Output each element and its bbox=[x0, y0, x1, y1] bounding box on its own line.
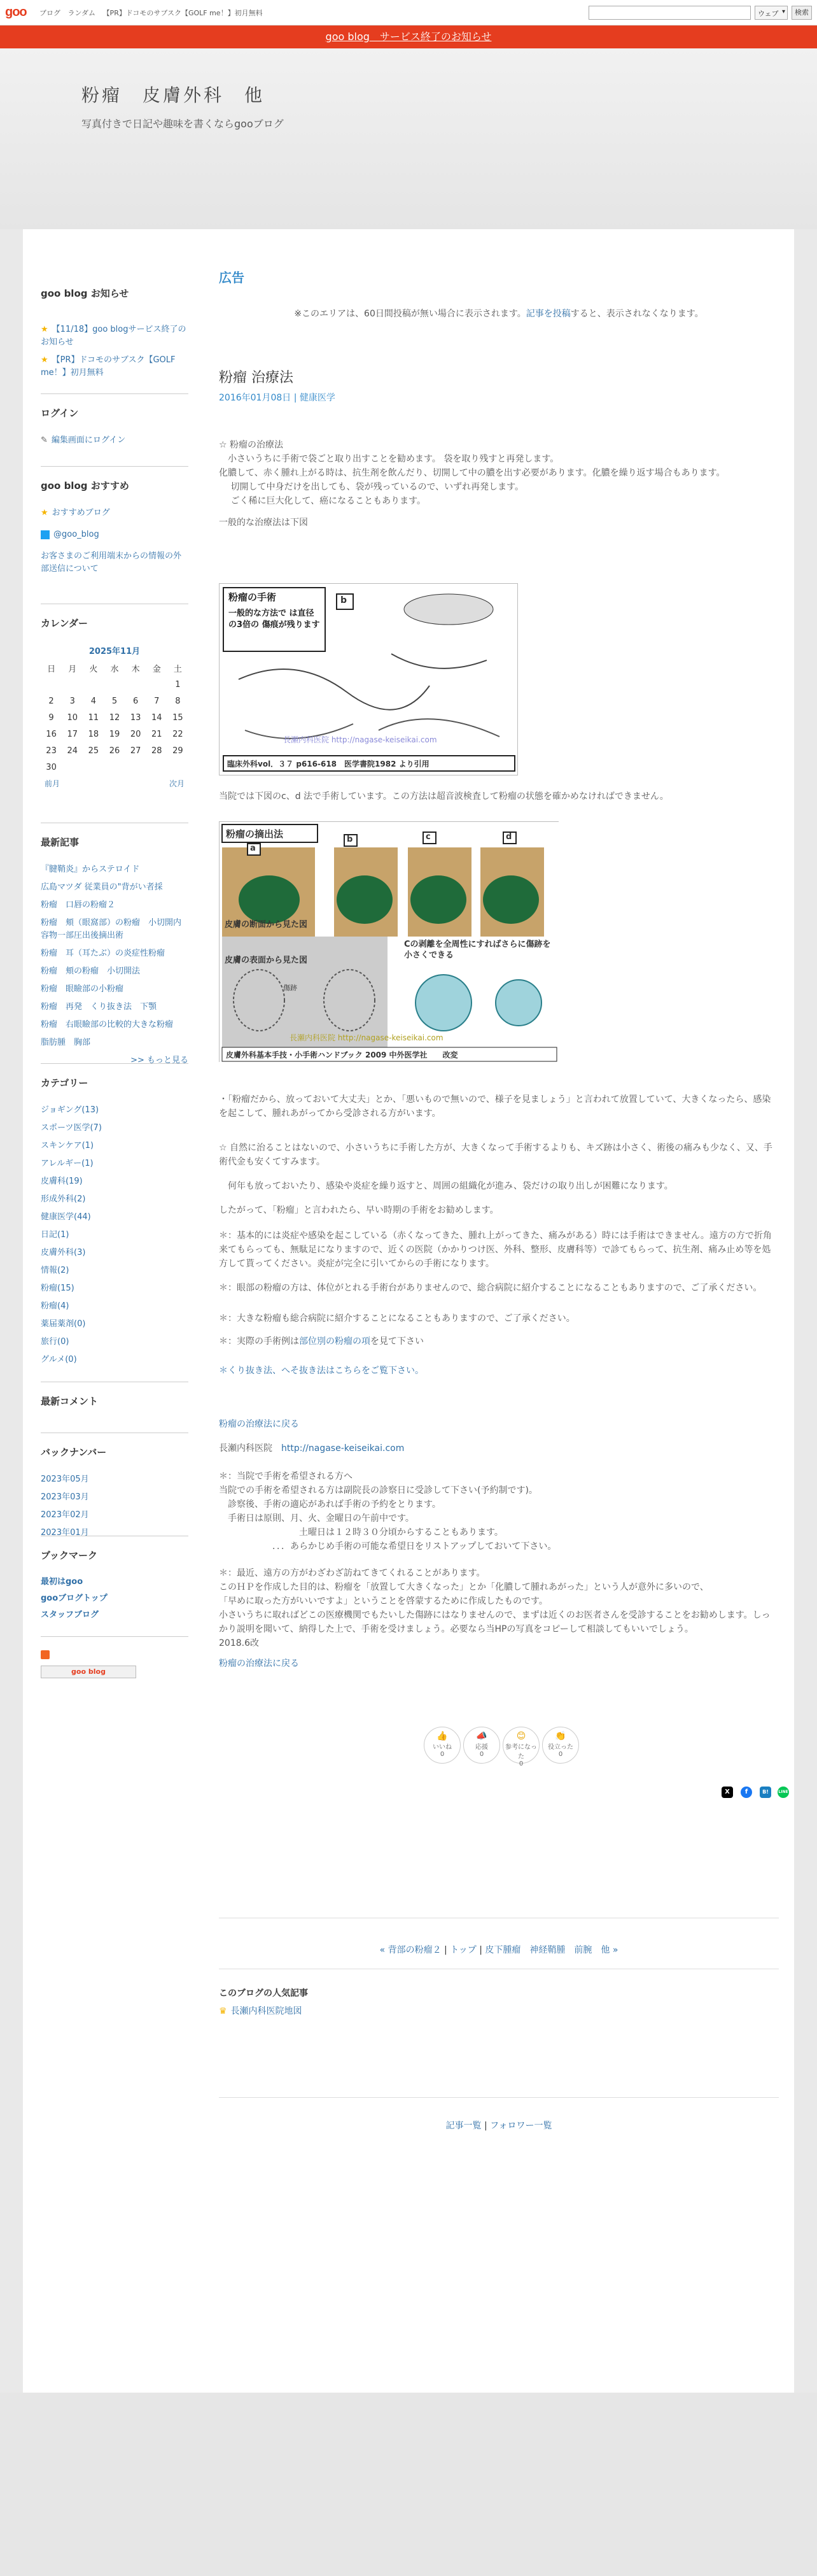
category-list bbox=[41, 1101, 188, 1369]
calendar-day: 1 bbox=[175, 679, 181, 690]
goo-blog-badge[interactable]: goo blog bbox=[41, 1666, 136, 1678]
figure2-watermark: 長瀬内科医院 http://nagase-keiseikai.com bbox=[290, 1033, 443, 1042]
popular-item bbox=[219, 2004, 302, 2017]
reaction-like[interactable]: 👍 いいね 0 bbox=[424, 1727, 461, 1764]
recent-list bbox=[41, 861, 188, 1070]
calendar-weekday: 月 bbox=[68, 664, 77, 674]
calendar-week-row bbox=[41, 709, 188, 726]
calendar-day: 13 bbox=[130, 712, 141, 723]
post-pager: « 背部の粉瘤２ | トップ | 皮下腫瘤 神経鞘腫 前腕 他 » bbox=[379, 1945, 618, 1955]
kuri-method-link[interactable]: ＊くり抜き法、へそ抜き法はこちらをご覧下さい。 bbox=[219, 1366, 424, 1376]
category-item[interactable]: グルメ(0) bbox=[41, 1355, 77, 1364]
search-input[interactable] bbox=[589, 6, 751, 20]
bookmark-heading: ブックマーク bbox=[41, 1550, 97, 1561]
calendar-weekday: 金 bbox=[152, 664, 161, 674]
category-item[interactable]: 皮膚科(19) bbox=[41, 1177, 83, 1186]
figure1-label-b: b bbox=[340, 595, 347, 605]
calendar-day bbox=[62, 759, 83, 775]
calendar-week-row bbox=[41, 742, 188, 759]
calendar-table bbox=[41, 660, 188, 775]
recent-item[interactable]: 粉瘤 頬（眼窩部）の粉瘤 小切開内容物一部圧出後摘出術 bbox=[41, 918, 182, 940]
backnumber-item[interactable]: 2023年05月 bbox=[41, 1475, 89, 1484]
category-item[interactable]: 健康医学(44) bbox=[41, 1212, 91, 1222]
calendar-day: 8 bbox=[175, 696, 181, 706]
backnumber-item[interactable]: 2023年02月 bbox=[41, 1510, 89, 1520]
calendar-day: 28 bbox=[151, 746, 162, 756]
back-link-2 bbox=[219, 1657, 779, 1671]
search-button[interactable]: 検索 bbox=[792, 6, 812, 20]
star-icon: ★ bbox=[41, 508, 48, 518]
popular-item-link[interactable]: 長瀬内科医院地図 bbox=[230, 2006, 302, 2016]
goo-logo[interactable]: goo bbox=[5, 5, 27, 19]
calendar-day bbox=[62, 676, 83, 693]
blog-title[interactable]: 粉瘤 皮膚外科 他 bbox=[81, 85, 265, 106]
figure2-source: 皮膚外科基本手技・小手術ハンドブック 2009 中外医学社 改変 bbox=[226, 1051, 458, 1059]
share-hatena-icon[interactable]: B! bbox=[760, 1787, 771, 1798]
post-para-nature: ☆ 自然に治ることはないので、小さいうちに手術した方が、大きくなって手術するよりも、キズ跡は小さく、術後の痛みも少なく、又、手術代金も安くてすみます。 bbox=[219, 1143, 772, 1167]
twitter-icon bbox=[41, 530, 50, 539]
bookmark-list bbox=[41, 1574, 188, 1624]
surgery-info: ＊：当院で手術を希望される方へ 当院での手術を希望される方は副院長の診察日に受診して下さい(予約制です)。 診察後、手術の適応があれば手術の予約をとります。 手術日は原則、月、火、金曜日の午前中です。 土曜日は１２時３０分頃からすることもあります。 ．．．あらかじめ手術の可能な希望日をリストアップしておいて下さい。 bbox=[219, 1471, 557, 1552]
blog-description: 写真付きで日記や趣味を書くならgooブログ bbox=[81, 118, 284, 130]
calendar-day: 12 bbox=[109, 712, 120, 723]
figure2-title: 粉瘤の摘出法 bbox=[226, 828, 284, 840]
calendar-weekday: 土 bbox=[173, 664, 182, 674]
calendar-day bbox=[146, 759, 167, 775]
figure2-side-label-1: 皮膚の断面から見た図 bbox=[225, 920, 308, 930]
reaction-useful[interactable]: 👏 役立った 0 bbox=[542, 1727, 579, 1764]
calendar-day bbox=[167, 759, 188, 775]
calendar-day bbox=[41, 676, 62, 693]
login-link[interactable]: ✎ 編集画面にログイン bbox=[41, 435, 126, 445]
calendar-day: 21 bbox=[151, 729, 162, 739]
back-to-treatment-link[interactable]: 粉瘤の治療法に戻る bbox=[219, 1659, 299, 1669]
post-para-recommend: したがって、「粉瘤」と言われたら、早い時期の手術をお勧めします。 bbox=[219, 1205, 499, 1215]
bookmark-item[interactable]: gooブログトップ bbox=[41, 1594, 108, 1603]
thumbs-up-icon: 👍 bbox=[436, 1731, 448, 1741]
calendar-day: 9 bbox=[48, 712, 54, 723]
share-x-icon[interactable]: X bbox=[722, 1787, 733, 1798]
service-end-link[interactable]: goo blog サービス終了のお知らせ bbox=[325, 31, 492, 43]
calendar-day: 14 bbox=[151, 712, 162, 723]
category-item[interactable]: ジョギング(13) bbox=[41, 1105, 99, 1115]
calendar-heading: カレンダー bbox=[41, 618, 88, 629]
share-line-icon[interactable]: LINE bbox=[778, 1787, 789, 1798]
post-meta: 2016年01月08日 | 健康医学 bbox=[219, 393, 335, 403]
category-item[interactable]: 皮膚外科(3) bbox=[41, 1248, 86, 1257]
top-bar bbox=[0, 0, 817, 25]
calendar-week-row bbox=[41, 693, 188, 709]
post-date[interactable]: 2016年01月08日 bbox=[219, 393, 291, 403]
calendar-day: 26 bbox=[109, 746, 120, 756]
backnumber-item[interactable]: 2023年01月 bbox=[41, 1528, 89, 1538]
closing-note: ＊：最近、遠方の方がわざわざ訪ねてきてくれることがあります。 このＨＰを作成した目的は、粉瘤を「放置して大きくなった」とか「化膿して腫れあがった」という人が意外に多いので、 「早めに取った方がいいですよ」ということを啓蒙するために作成したものです。 小さいうちに取ればどこの医療機関でもたいした傷跡にはなりませんので、まずは近くのお医者さんを受診することをお勧めします。しっかり説明を聞いて、納得した上で、手術を受けましょう。必要なら当HPの写真をコピーして相談してもいいでしょう。 2018.6改 bbox=[219, 1568, 771, 1648]
figure1-source: 臨床外科vol．３７ p616-618 医学書院1982 より引用 bbox=[227, 760, 429, 768]
post-para-kuri bbox=[219, 1364, 779, 1378]
reaction-helpful[interactable]: 😊 参考になった 0 bbox=[503, 1727, 540, 1764]
backnumber-item[interactable]: 2023年03月 bbox=[41, 1492, 89, 1502]
figure2-label-d: d bbox=[506, 832, 512, 842]
calendar-day: 24 bbox=[67, 746, 78, 756]
figure2-side-label-2: 皮膚の表面から見た図 bbox=[225, 956, 308, 965]
clinic-url-link[interactable]: http://nagase-keiseikai.com bbox=[281, 1443, 405, 1454]
post-intro: ☆ 粉瘤の治療法 小さいうちに手術で袋ごと取り出すことを勧めます。 袋を取り残すと再発します。 化膿して、赤く腫れ上がる時は、抗生剤を飲んだり、切開して中の膿を出す必要があります。化膿を繰り返す場合もあります。 切開して中身だけを出しても、袋が残っているので、いずれ再発します。 ごく稀に巨大化して、癌になることもあります。 一般的な治療法は下図 bbox=[219, 440, 725, 528]
surgery-figure-1[interactable] bbox=[219, 583, 518, 775]
rss-icon[interactable] bbox=[41, 1650, 50, 1659]
figure2-label-b: b bbox=[347, 835, 353, 844]
calendar-day: 22 bbox=[172, 729, 183, 739]
megaphone-icon: 📣 bbox=[476, 1731, 487, 1741]
calendar-day bbox=[146, 676, 167, 693]
calendar-day: 29 bbox=[172, 746, 183, 756]
notice-item[interactable]: ★ 【PR】ドコモのサブスク【GOLF me！】初月無料 bbox=[41, 355, 176, 378]
top-nav-blog[interactable]: ブログ bbox=[39, 9, 60, 17]
calendar-day bbox=[125, 676, 146, 693]
figure1-watermark: 長瀬内科医院 http://nagase-keiseikai.com bbox=[283, 735, 437, 744]
calendar-day: 20 bbox=[130, 729, 141, 739]
figure1-title: 粉瘤の手術 bbox=[228, 591, 277, 603]
calendar-day bbox=[104, 676, 125, 693]
bookmark-item[interactable]: スタッフブログ bbox=[41, 1610, 99, 1620]
calendar-day: 11 bbox=[88, 712, 99, 723]
calendar-week-row bbox=[41, 676, 188, 693]
recent-item[interactable]: 粉瘤 頬の粉瘤 小切開法 bbox=[41, 966, 141, 976]
reaction-buttons bbox=[424, 1727, 576, 1765]
recommend-item[interactable]: ★ おすすめブログ bbox=[41, 508, 110, 518]
comment-heading: 最新コメント bbox=[41, 1396, 99, 1407]
calendar-next-link[interactable]: 次月 bbox=[169, 779, 185, 788]
calendar-day bbox=[104, 759, 125, 775]
calendar-weekday: 木 bbox=[131, 664, 140, 674]
top-nav-random[interactable]: ランダム bbox=[67, 9, 96, 17]
notice-heading: goo blog お知らせ bbox=[41, 288, 129, 299]
blog-header bbox=[0, 48, 817, 229]
calendar-week-row bbox=[41, 759, 188, 775]
calendar-weekday-row bbox=[41, 660, 188, 676]
category-item[interactable]: スキンケア(1) bbox=[41, 1141, 94, 1150]
pager-next-link[interactable]: 皮下腫瘤 神経鞘腫 前腕 他 » bbox=[485, 1945, 618, 1955]
recent-item[interactable]: 脂肪腫 胸部 bbox=[41, 1038, 91, 1047]
recent-heading: 最新記事 bbox=[41, 837, 80, 848]
category-heading: カテゴリー bbox=[41, 1077, 88, 1089]
calendar-day: 18 bbox=[88, 729, 99, 739]
crown-icon: ♛ bbox=[219, 2006, 227, 2016]
calendar-day: 7 bbox=[154, 696, 160, 706]
calendar-day: 10 bbox=[67, 712, 78, 723]
recommend-note-link[interactable]: お客さまのご利用端末からの情報の外部送信について bbox=[41, 551, 182, 574]
recent-item[interactable]: 粉瘤 再発 くり抜き法 下顎 bbox=[41, 1002, 157, 1012]
category-item[interactable]: 情報(2) bbox=[41, 1266, 69, 1275]
post-para-orbit: ＊：眼部の粉瘤の方は、体位がとれる手術台がありませんので、総合病院に紹介することになることもありますので、ご了承ください。 bbox=[219, 1283, 762, 1293]
calendar-day: 19 bbox=[109, 729, 120, 739]
category-item[interactable]: 粉瘤(4) bbox=[41, 1301, 69, 1311]
calendar-day: 2 bbox=[48, 696, 54, 706]
recent-item[interactable]: 広島マツダ 従業員の"背がい者採 bbox=[41, 882, 163, 892]
post-title[interactable]: 粉瘤 治療法 bbox=[219, 370, 293, 386]
calendar-day bbox=[83, 759, 104, 775]
recent-item[interactable]: 『腱鞘炎』からステロイド bbox=[41, 865, 140, 874]
figure2-label-c: c bbox=[426, 832, 431, 842]
calendar-day bbox=[125, 759, 146, 775]
bookmark-item[interactable]: 最初はgoo bbox=[41, 1577, 83, 1587]
figure2-label-a: a bbox=[250, 844, 256, 853]
face-icon: 😊 bbox=[516, 1731, 526, 1741]
post-para-site: ＊：実際の手術例は部位別の粉瘤の項を見て下さい bbox=[219, 1336, 424, 1347]
calendar-day: 25 bbox=[88, 746, 99, 756]
popular-heading: このブログの人気記事 bbox=[219, 1988, 308, 1999]
post-para-method: 当院では下図のc、d 法で手術しています。この方法は超音波検査して粉瘤の状態を確かめなければできません。 bbox=[219, 791, 669, 802]
clinic-line: 長瀬内科医院 http://nagase-keiseikai.com bbox=[219, 1443, 405, 1454]
recent-item[interactable]: 粉瘤 口唇の粉瘤２ bbox=[41, 900, 116, 910]
footer-background bbox=[0, 2393, 817, 2576]
calendar-day: 30 bbox=[46, 762, 57, 772]
surgery-figure-2[interactable] bbox=[219, 821, 559, 1062]
recommend-heading: goo blog おすすめ bbox=[41, 480, 129, 492]
back-link-1 bbox=[219, 1417, 779, 1431]
footer-divider bbox=[219, 2097, 779, 2098]
post-para-basic: ＊：基本的には炎症や感染を起こしている（赤くなってきた、腫れ上がってきた、痛みがある）時には手術はできません。遠方の方で折角来てもらっても、無駄足になりますので、近くの医院（かかりつけ医、外科、整形、皮膚科等）で診てもらって、抗生剤、痛み止め等を処方して貰ってください。炎症が完全に引いてからの手術になります。 bbox=[219, 1231, 772, 1269]
pager-top-link[interactable]: トップ bbox=[450, 1945, 477, 1955]
category-item[interactable]: アレルギー(1) bbox=[41, 1159, 94, 1168]
backnumber-list bbox=[41, 1471, 188, 1538]
footer-links: 記事一覧 | フォロワー一覧 bbox=[445, 2121, 552, 2131]
calendar-day: 6 bbox=[132, 696, 139, 706]
site-examples-link[interactable]: 部位別の粉瘤の項 bbox=[299, 1336, 370, 1347]
share-facebook-icon[interactable]: f bbox=[741, 1787, 752, 1798]
post-para-large: ＊：大きな粉瘤も総合病院に紹介することになることもありますので、ご了承ください。 bbox=[219, 1313, 575, 1324]
recommend-item[interactable]: @goo_blog bbox=[41, 528, 188, 541]
clap-icon: 👏 bbox=[555, 1731, 566, 1741]
calendar-day bbox=[83, 676, 104, 693]
calendar-day: 16 bbox=[46, 729, 57, 739]
top-nav bbox=[39, 8, 268, 18]
figure2-note: Cの剥離を全周性にすればさらに傷跡を小さくできる bbox=[404, 940, 551, 960]
figure2-scar-label: 傷跡 bbox=[283, 984, 297, 992]
calendar-prev-link[interactable]: 前月 bbox=[45, 779, 60, 788]
calendar-day: 3 bbox=[69, 696, 75, 706]
service-end-notice bbox=[0, 25, 817, 48]
figure1-caption: 一般的な方法で は直径の3倍の 傷痕が残ります bbox=[228, 609, 320, 630]
calendar-day: 4 bbox=[90, 696, 96, 706]
category-item[interactable]: スポーツ医学(7) bbox=[41, 1123, 102, 1133]
calendar-month: 2025年11月 bbox=[88, 647, 141, 656]
backnumber-heading: バックナンバー bbox=[41, 1447, 107, 1458]
post-category[interactable]: 健康医学 bbox=[299, 393, 335, 403]
top-nav-pr[interactable]: 【PR】ドコモのサブスク【GOLF me！】初月無料 bbox=[102, 9, 263, 17]
calendar-weekday: 日 bbox=[47, 664, 56, 674]
ad-heading: 広告 bbox=[219, 270, 244, 285]
post-para-repeat: 何年も放っておいたり、感染や炎症を繰り返すと、周囲の組織化が進み、袋だけの取り出しが困難になります。 bbox=[219, 1181, 673, 1191]
post-article-link[interactable]: 記事を投稿 bbox=[526, 309, 571, 319]
calendar-day: 5 bbox=[111, 696, 118, 706]
recent-item[interactable]: 粉瘤 右眼瞼部の比較的大きな粉瘤 bbox=[41, 1020, 174, 1030]
article-list-link[interactable]: 記事一覧 bbox=[445, 2121, 482, 2131]
recent-item[interactable]: 粉瘤 耳（耳たぶ）の炎症性粉瘤 bbox=[41, 949, 165, 958]
search-scope-select[interactable]: ウェブ ▾ bbox=[755, 6, 788, 20]
recent-item[interactable]: 粉瘤 眼瞼部の小粉瘤 bbox=[41, 984, 124, 994]
calendar-week-row bbox=[41, 726, 188, 742]
calendar-day: 15 bbox=[172, 712, 183, 723]
recent-more-link[interactable]: >> もっと見る bbox=[130, 1056, 188, 1065]
calendar-weekday: 水 bbox=[110, 664, 119, 674]
pencil-icon: ✎ bbox=[41, 435, 48, 445]
category-item[interactable]: 日記(1) bbox=[41, 1230, 69, 1240]
calendar-day: 23 bbox=[46, 746, 57, 756]
calendar-weekday: 火 bbox=[89, 664, 98, 674]
login-heading: ログイン bbox=[41, 407, 79, 419]
reaction-cheer[interactable]: 📣 応援 0 bbox=[463, 1727, 500, 1764]
pager-prev-link[interactable]: « 背部の粉瘤２ bbox=[379, 1945, 442, 1955]
ad-notice: ※このエリアは、60日間投稿が無い場合に表示されます。記事を投稿すると、表示されなくなります。 bbox=[294, 309, 704, 319]
category-item[interactable]: 薬届薬剤(0) bbox=[41, 1319, 86, 1329]
back-to-treatment-link[interactable]: 粉瘤の治療法に戻る bbox=[219, 1419, 299, 1429]
star-icon: ★ bbox=[41, 325, 48, 334]
category-item[interactable]: 形成外科(2) bbox=[41, 1194, 86, 1204]
calendar-day: 17 bbox=[67, 729, 78, 739]
notice-item[interactable]: ★ 【11/18】goo blogサービス終了のお知らせ bbox=[41, 325, 186, 347]
category-item[interactable]: 粉瘤(15) bbox=[41, 1284, 74, 1293]
follower-list-link[interactable]: フォロワー一覧 bbox=[490, 2121, 552, 2131]
calendar-day: 27 bbox=[130, 746, 141, 756]
post-para-quote: ・「粉瘤だから、放っておいて大丈夫」とか、「悪いもので無いので、様子を見ましょう」と言われて放置していて、大きくなったら、感染を起こして、腫れあがってから受診される方がいます。 bbox=[219, 1094, 771, 1119]
star-icon: ★ bbox=[41, 355, 48, 365]
page-container bbox=[23, 229, 794, 2393]
category-item[interactable]: 旅行(0) bbox=[41, 1337, 69, 1347]
